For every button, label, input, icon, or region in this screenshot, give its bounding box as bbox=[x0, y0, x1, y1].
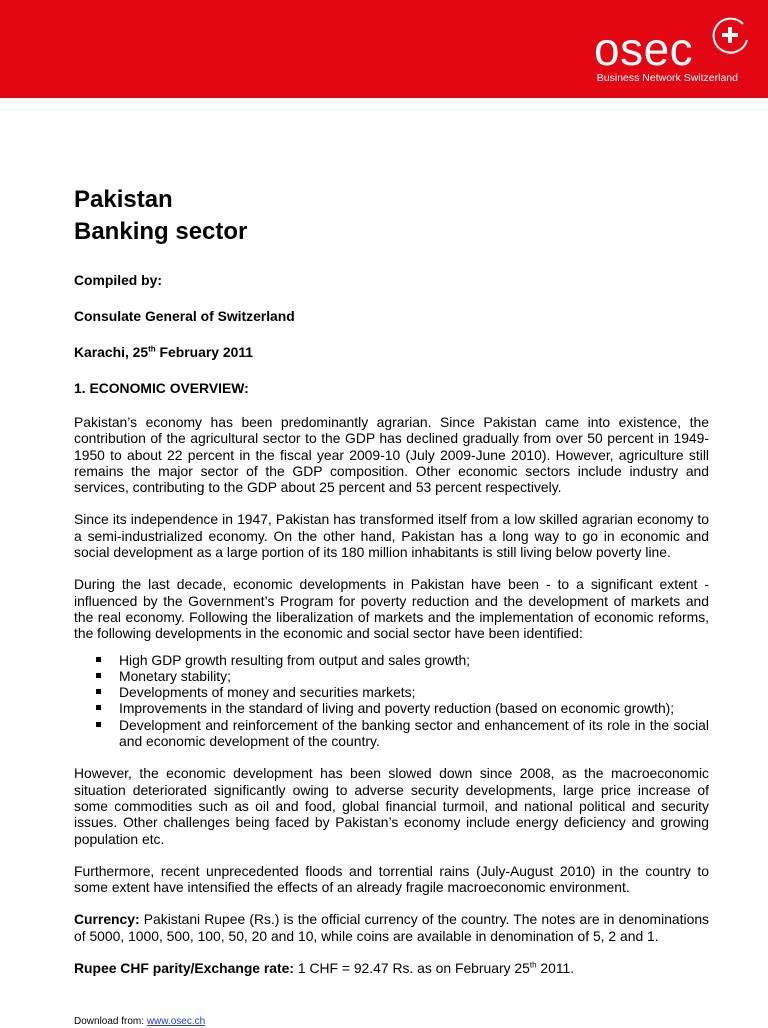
logo-tagline: Business Network Switzerland bbox=[596, 72, 738, 84]
paragraph: Pakistan’s economy has been predominantly agrarian. Since Pakistan came into existence, the contribution of the agricultural sector to the GDP has declined gradually from over 50 percent in 1949-1950 to about 22 percent in the fiscal year 2009-10 (July 2009-June 2010). However, agriculture still remains the major sector of the GDP composition. Other economic sectors include industry and services, contributing to the GDP about 25 percent and 53 percent respectively. bbox=[74, 414, 709, 496]
exchange-rate-paragraph bbox=[74, 960, 709, 976]
paragraph: Furthermore, recent unprecedented floods and torrential rains (July-August 2010) in the country to some extent have intensified the effects of an already fragile macroeconomic environment. bbox=[74, 862, 709, 896]
list-item: Improvements in the standard of living and poverty reduction (based on economic growth); bbox=[74, 700, 709, 716]
list-item: Developments of money and securities markets; bbox=[74, 684, 709, 700]
paragraph: Since its independence in 1947, Pakistan has transformed itself from a low skilled agrarian economy to a semi-industrialized economy. On the other hand, Pakistan has a long way to go in economic and social development as a large portion of its 180 million inhabitants is still living below poverty line. bbox=[74, 511, 709, 561]
parity-text: 1 CHF = 92.47 Rs. as on February 25 bbox=[294, 960, 530, 977]
date-prefix: Karachi, 25 bbox=[74, 344, 149, 360]
document-date bbox=[74, 344, 709, 360]
paragraph: However, the economic development has been slowed down since 2008, as the macroeconomic situation deteriorated significantly owing to adverse security developments, large price increase of some commodities such as oil and food, global financial turmoil, and national political and security issues. Other challenges being faced by Pakistan’s economy include energy deficiency and growing population etc. bbox=[74, 765, 709, 847]
header-banner bbox=[0, 0, 768, 98]
logo-word: osec bbox=[594, 23, 694, 75]
plus-in-circle-icon bbox=[710, 16, 750, 56]
osec-logo[interactable] bbox=[552, 14, 752, 88]
document-title bbox=[74, 184, 709, 248]
parity-sup: th bbox=[529, 960, 537, 970]
list-item: High GDP growth resulting from output and sales growth; bbox=[74, 652, 709, 668]
currency-text: Pakistani Rupee (Rs.) is the official currency of the country. The notes are in denominations of 5000, 1000, 500, 100, 50, 20 and 10, while coins are available in denomination of 5, 2 and 1. bbox=[74, 911, 709, 944]
parity-label: Rupee CHF parity/Exchange rate: bbox=[74, 960, 294, 977]
compiler-name: Consulate General of Switzerland bbox=[74, 308, 295, 324]
download-footer bbox=[74, 1016, 205, 1028]
date-sup: th bbox=[148, 344, 156, 354]
download-label: Download from: bbox=[74, 1016, 145, 1027]
development-list bbox=[74, 652, 709, 750]
currency-paragraph bbox=[74, 911, 709, 944]
title-line-2: Banking sector bbox=[74, 218, 248, 245]
section-1-title: 1. ECONOMIC OVERVIEW: bbox=[74, 380, 249, 396]
list-item: Development and reinforcement of the banking sector and enhancement of its role in the social and economic development of the country. bbox=[74, 717, 709, 750]
compiled-by-label: Compiled by: bbox=[74, 272, 162, 288]
parity-suffix: 2011. bbox=[536, 960, 575, 977]
title-line-1: Pakistan bbox=[74, 186, 173, 213]
currency-label: Currency: bbox=[74, 911, 140, 928]
paragraph: During the last decade, economic developments in Pakistan have been - to a significant extent - influenced by the Government’s Program for poverty reduction and the development of markets and the real economy. Following the liberalization of markets and the implementation of economic reforms, the following developments in the economic and social sector have been identified: bbox=[74, 576, 709, 642]
document-body bbox=[74, 184, 709, 992]
list-item: Monetary stability; bbox=[74, 668, 709, 684]
download-link[interactable]: www.osec.ch bbox=[146, 1016, 206, 1027]
date-suffix: February 2011 bbox=[155, 344, 253, 360]
